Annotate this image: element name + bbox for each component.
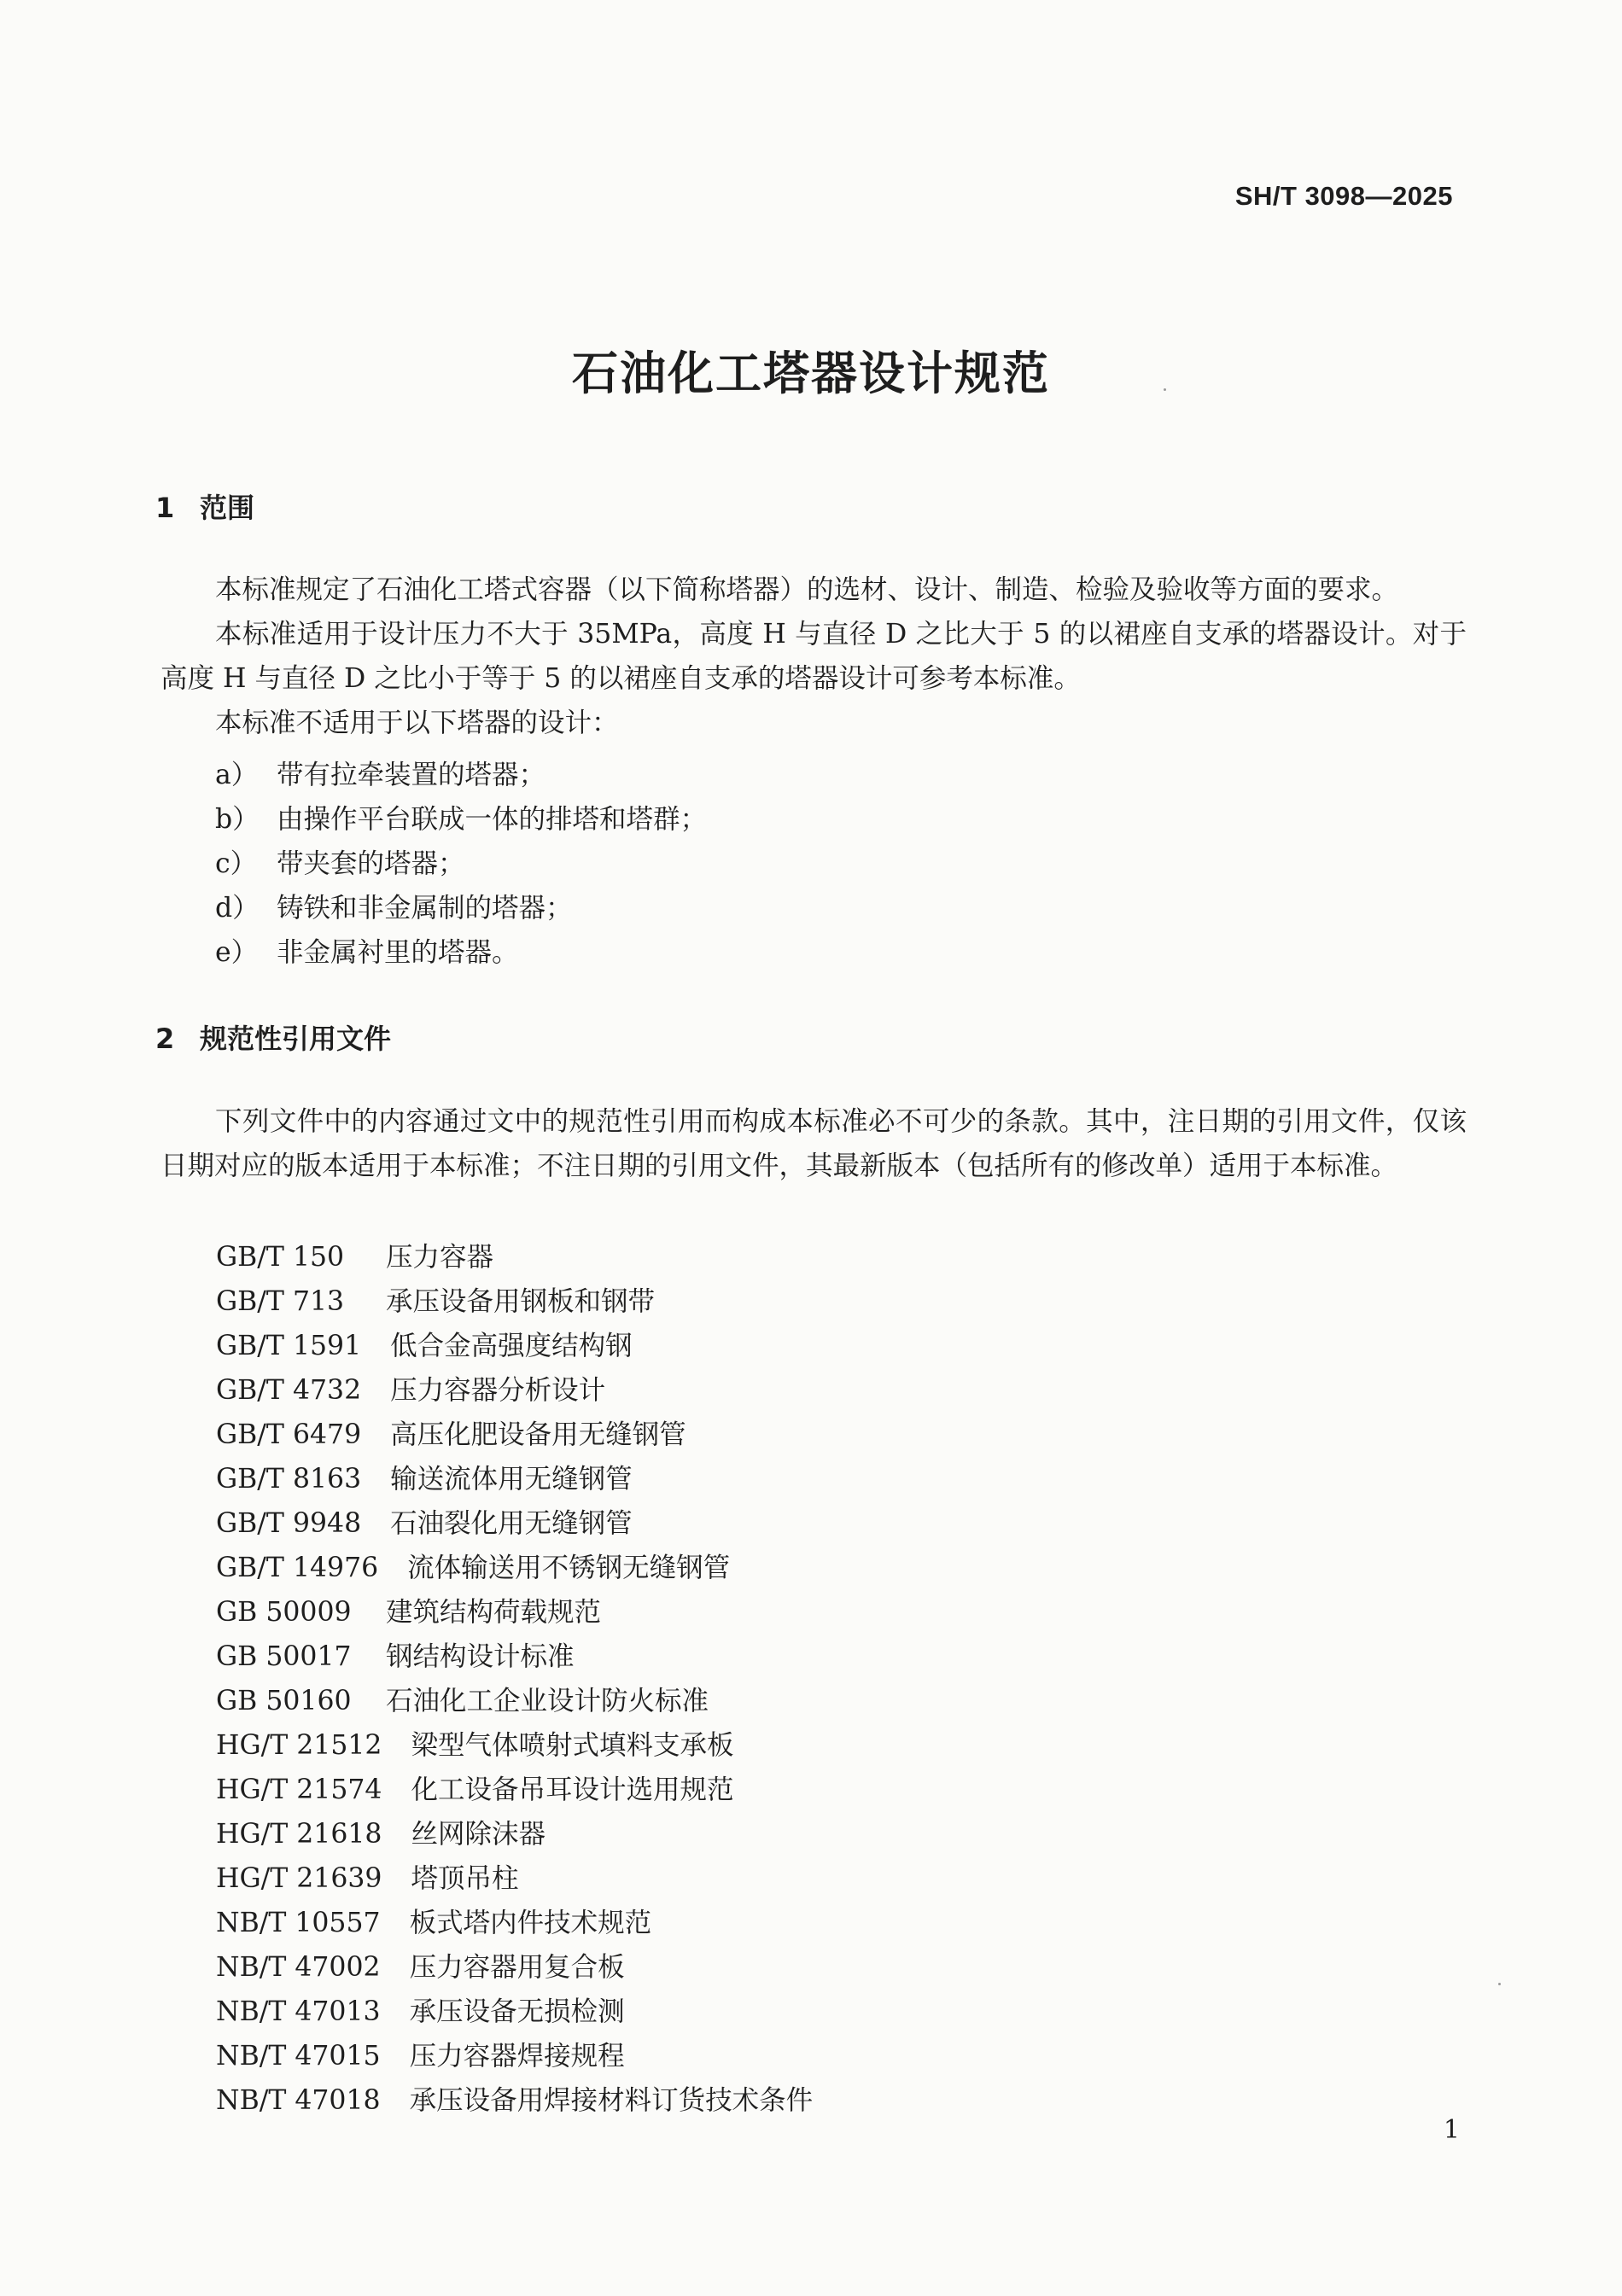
reference-item xyxy=(216,1413,686,1452)
reference-code: NB/T 47013 xyxy=(216,1996,381,2027)
reference-code: NB/T 47002 xyxy=(216,1952,381,1983)
list-item xyxy=(215,798,707,836)
list-text: 由操作平台联成一体的排塔和塔群； xyxy=(277,804,708,835)
section-number: 2 xyxy=(155,1023,175,1055)
reference-item xyxy=(216,1369,605,1407)
reference-item xyxy=(216,1680,709,1718)
reference-code: GB/T 14976 xyxy=(216,1553,379,1583)
list-label: a） xyxy=(215,760,259,790)
reference-item xyxy=(216,1458,633,1496)
list-item xyxy=(215,842,465,881)
reference-code: GB 50160 xyxy=(216,1686,352,1716)
reference-item xyxy=(216,1857,519,1896)
list-label: c） xyxy=(215,848,258,879)
reference-title: 压力容器用复合板 xyxy=(409,1952,625,1983)
reference-title: 压力容器分析设计 xyxy=(390,1375,606,1406)
scan-speck xyxy=(1498,1983,1501,1985)
list-label: e） xyxy=(215,937,259,968)
reference-title: 输送流体用无缝钢管 xyxy=(390,1464,633,1495)
reference-item xyxy=(216,1990,625,2029)
reference-code: NB/T 10557 xyxy=(216,1908,381,1938)
list-item xyxy=(215,887,573,925)
section-number: 1 xyxy=(155,492,175,524)
reference-item xyxy=(216,1547,730,1585)
reference-title: 低合金高强度结构钢 xyxy=(390,1331,633,1361)
paragraph: 下列文件中的内容通过文中的规范性引用而构成本标准必不可少的条款。其中，注日期的引用文件，仅该日期对应的版本适用于本标准；不注日期的引用文件，其最新版本（包括所有的修改单）适用于本标准。 xyxy=(160,1106,1467,1181)
document-title: 石油化工塔器设计规范 xyxy=(572,347,1050,400)
reference-item xyxy=(216,1946,625,1984)
reference-code: GB/T 8163 xyxy=(216,1464,362,1495)
reference-item xyxy=(216,2035,625,2073)
scan-speck xyxy=(1164,388,1166,391)
section-1-heading xyxy=(155,487,254,526)
reference-code: NB/T 47015 xyxy=(216,2041,381,2072)
reference-title: 化工设备吊耳设计选用规范 xyxy=(411,1774,734,1805)
reference-title: 钢结构设计标准 xyxy=(386,1641,575,1672)
reference-title: 承压设备无损检测 xyxy=(409,1996,625,2027)
reference-code: HG/T 21639 xyxy=(216,1863,382,1894)
list-item xyxy=(215,931,519,970)
reference-code: GB/T 6479 xyxy=(216,1419,362,1450)
reference-code: GB/T 4732 xyxy=(216,1375,362,1406)
reference-code: GB 50009 xyxy=(216,1597,352,1628)
reference-code: GB/T 9948 xyxy=(216,1508,362,1539)
reference-title: 压力容器 xyxy=(386,1242,494,1273)
paragraph: 本标准规定了石油化工塔式容器（以下简称塔器）的选材、设计、制造、检验及验收等方面的要求。 xyxy=(215,574,1399,605)
reference-item xyxy=(216,2079,813,2118)
reference-item xyxy=(216,1591,601,1629)
reference-title: 石油化工企业设计防火标准 xyxy=(386,1686,709,1716)
list-item xyxy=(215,754,546,792)
reference-code: HG/T 21574 xyxy=(216,1774,382,1805)
reference-title: 丝网除沫器 xyxy=(411,1819,546,1850)
reference-title: 梁型气体喷射式填料支承板 xyxy=(411,1730,734,1761)
standard-number: SH/T 3098—2025 xyxy=(1234,181,1453,211)
section-title: 范围 xyxy=(200,492,255,524)
section-title: 规范性引用文件 xyxy=(200,1023,392,1055)
reference-code: HG/T 21512 xyxy=(216,1730,382,1761)
reference-item xyxy=(216,1280,655,1319)
reference-title: 承压设备用焊接材料订货技术条件 xyxy=(409,2085,814,2116)
page-number: 1 xyxy=(1443,2115,1460,2145)
reference-title: 承压设备用钢板和钢带 xyxy=(386,1286,656,1317)
reference-item xyxy=(216,1902,651,1940)
list-text: 带有拉牵装置的塔器； xyxy=(277,760,546,790)
list-text: 非金属衬里的塔器。 xyxy=(277,937,519,968)
paragraph: 本标准不适用于以下塔器的设计： xyxy=(215,708,619,738)
reference-item xyxy=(216,1325,633,1363)
reference-title: 板式塔内件技术规范 xyxy=(409,1908,652,1938)
reference-code: GB/T 1591 xyxy=(216,1331,362,1361)
reference-code: HG/T 21618 xyxy=(216,1819,382,1850)
reference-title: 建筑结构荷载规范 xyxy=(386,1597,602,1628)
list-text: 铸铁和非金属制的塔器； xyxy=(277,893,573,924)
reference-title: 高压化肥设备用无缝钢管 xyxy=(390,1419,686,1450)
list-text: 带夹套的塔器； xyxy=(277,848,465,879)
reference-code: NB/T 47018 xyxy=(216,2085,381,2116)
reference-title: 流体输送用不锈钢无缝钢管 xyxy=(407,1553,731,1583)
paragraph: 本标准适用于设计压力不大于 35MPa，高度 H 与直径 D 之比大于 5 的以裙座自支承的塔器设计。对于高度 H 与直径 D 之比小于等于 5 的以裙座自支承的塔器设计可参考本标准。 xyxy=(160,619,1467,694)
reference-title: 压力容器焊接规程 xyxy=(409,2041,625,2072)
list-label: b） xyxy=(215,804,260,835)
reference-code: GB 50017 xyxy=(216,1641,352,1672)
reference-title: 石油裂化用无缝钢管 xyxy=(390,1508,633,1539)
reference-item xyxy=(216,1635,575,1674)
reference-item xyxy=(216,1502,633,1541)
reference-item xyxy=(216,1724,734,1763)
reference-code: GB/T 150 xyxy=(216,1242,345,1273)
reference-item xyxy=(216,1813,546,1851)
reference-item xyxy=(216,1769,734,1807)
list-label: d） xyxy=(215,893,260,924)
reference-code: GB/T 713 xyxy=(216,1286,345,1317)
reference-title: 塔顶吊柱 xyxy=(411,1863,519,1894)
section-2-heading xyxy=(155,1017,391,1057)
reference-item xyxy=(216,1236,493,1274)
